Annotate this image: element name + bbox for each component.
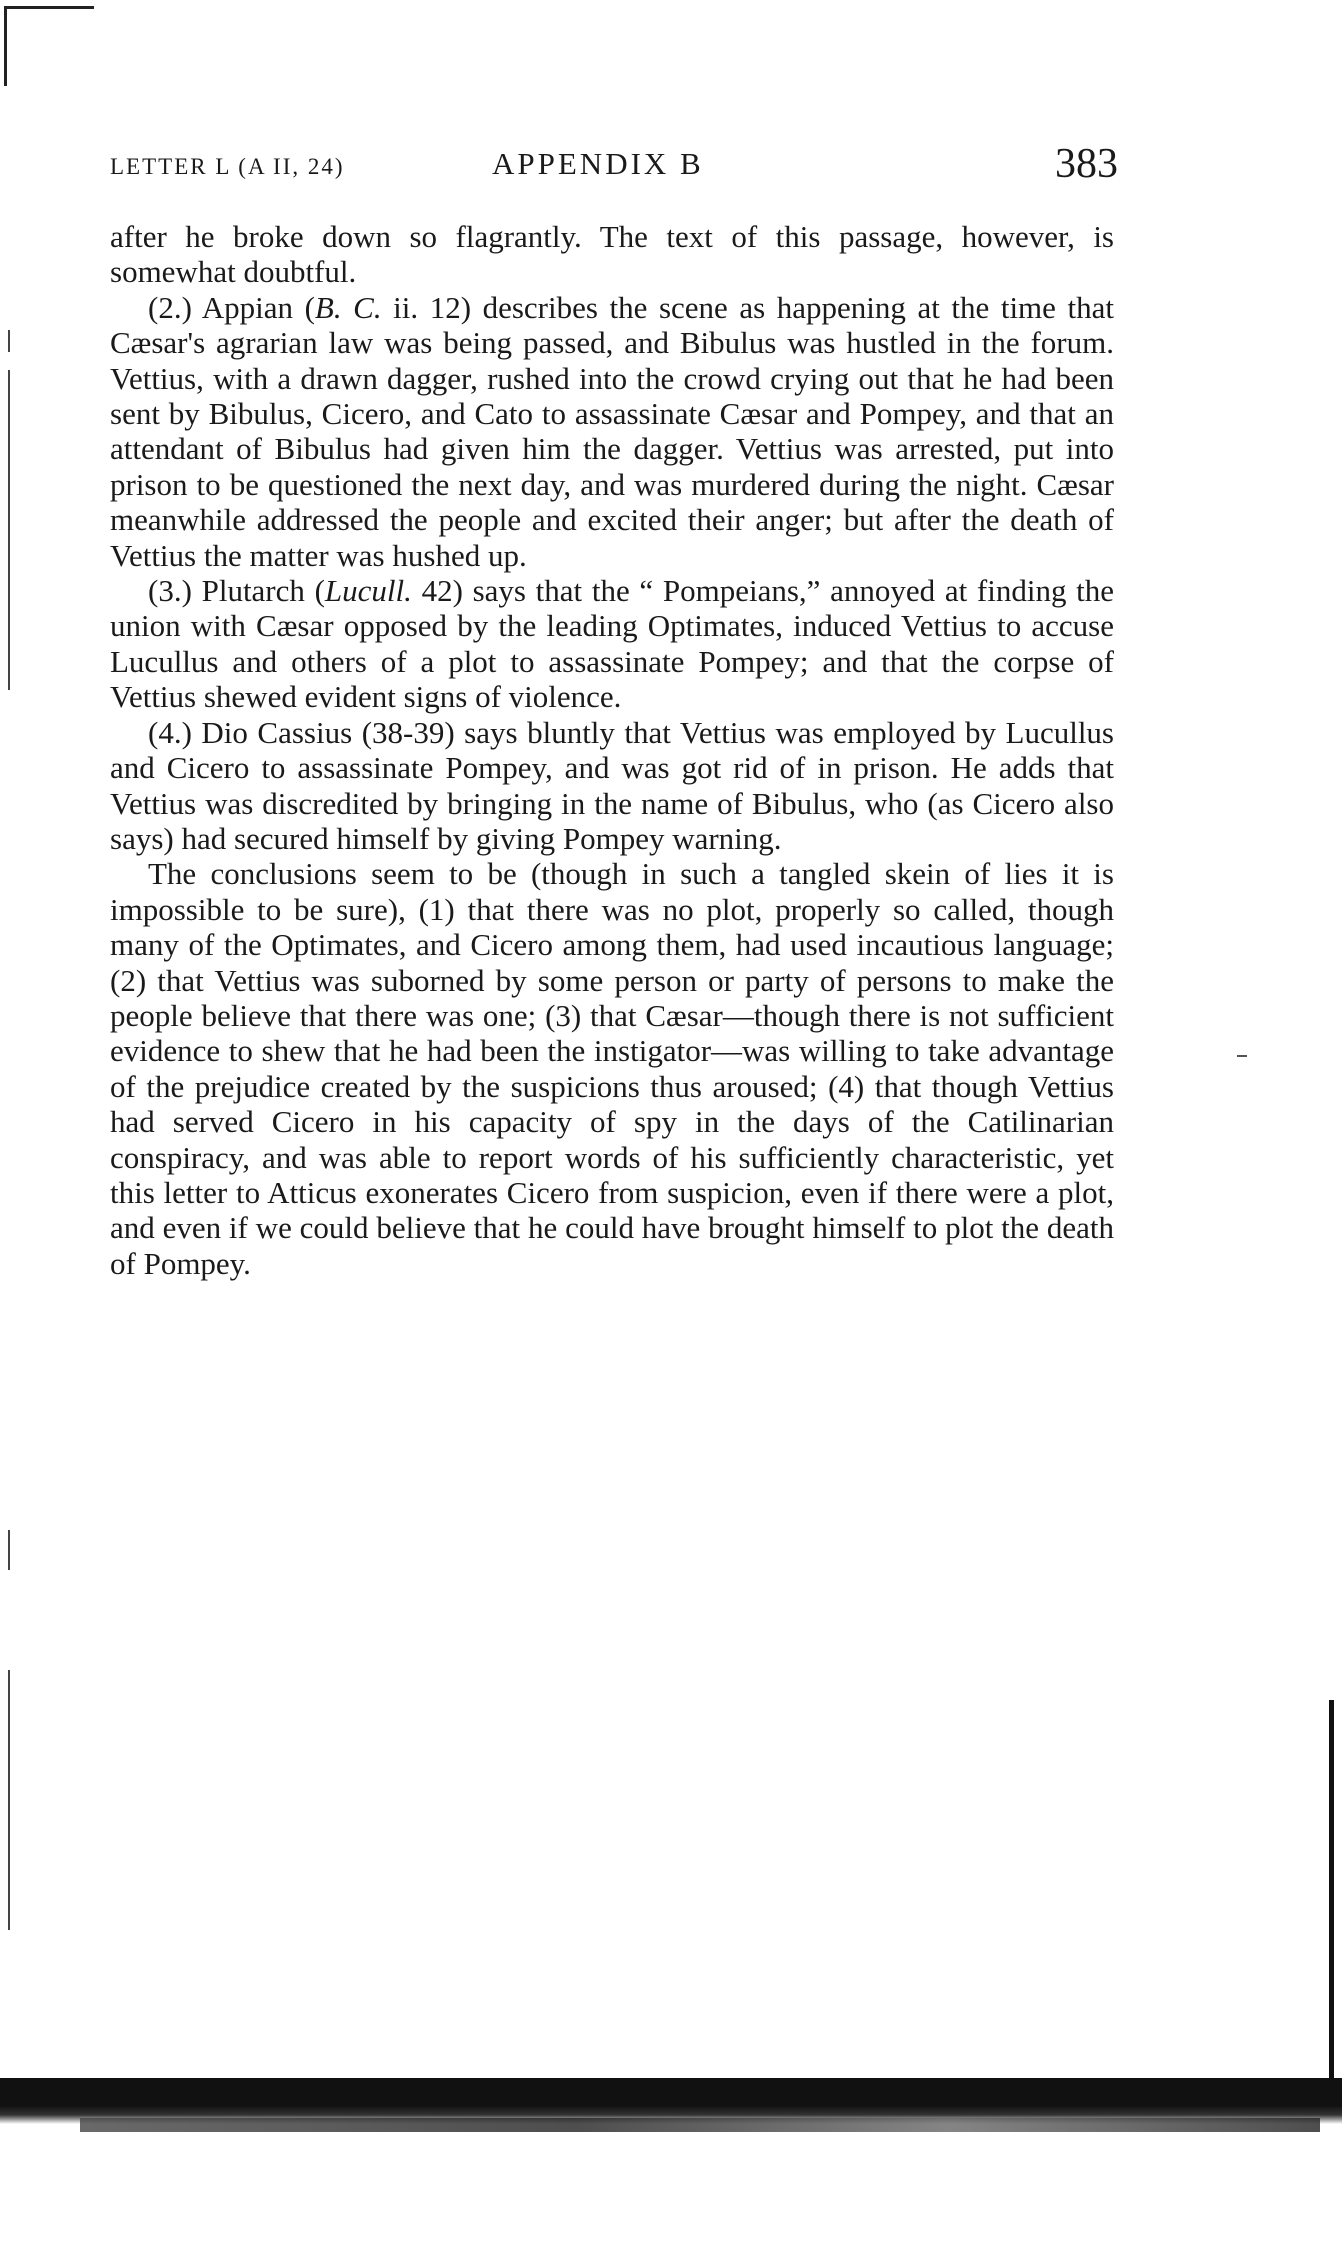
scan-edge-mark	[8, 370, 10, 690]
scan-bottom-shadow	[80, 2118, 1320, 2132]
running-head: LETTER L (A II, 24)	[110, 154, 345, 179]
paragraph-3-text: 42) says that the “ Pompeians,” annoyed at finding the union with Cæsar opposed by the leading Optimates, induced Vettius to accuse Lucullus and others of a plot to assassinate Pompey; and that the corpse of Vettius shewed evident signs of violence.	[110, 573, 1115, 715]
paragraph-4: (4.) Dio Cassius (38-39) says bluntly that Vettius was employed by Lucullus and Cicero to assassinate Pompey, and was got rid of in prison. He adds that Vettius was discredited by bringing in the name of Bibulus, who (as Cicero also says) had secured himself by giving Pompey warning.	[110, 714, 1114, 856]
paragraph-3	[110, 573, 1114, 715]
paragraph-2	[110, 290, 1114, 573]
paragraph-1: after he broke down so flagrantly. The text of this passage, however, is somewhat doubtful.	[110, 219, 1114, 290]
scan-border-top	[4, 6, 94, 9]
scan-right-edge	[1329, 1700, 1334, 2080]
paragraph-2-reference: B. C.	[314, 289, 382, 325]
paragraph-3-number: (3.) Plutarch (	[148, 573, 325, 609]
paragraph-2-number: (2.) Appian (	[148, 289, 315, 325]
page-title: APPENDIX B	[492, 146, 704, 181]
page-number: 383	[1055, 141, 1118, 187]
scan-edge-mark	[8, 1530, 10, 1570]
paragraph-3-reference: Lucull.	[324, 573, 412, 609]
scan-border-left	[4, 6, 7, 86]
scan-edge-mark	[8, 330, 10, 352]
body-text	[110, 219, 1114, 1281]
paragraph-2-text: ii. 12) describes the scene as happening at the time that Cæsar's agrarian law was being passed, and Bibulus was hustled in the forum. Vettius, with a drawn dagger, rushed into the crowd crying out that he had been sent by Bibulus, Cicero, and Cato to assassinate Cæsar and Pompey, and that an attendant of Bibulus had given him the dagger. Vettius was arrested, put into prison to be questioned the next day, and was murdered during the night. Cæsar meanwhile addressed the people and excited their anger; but after the death of Vettius the matter was hushed up.	[110, 289, 1114, 573]
margin-dash	[1237, 1055, 1247, 1057]
scan-edge-mark	[8, 1670, 10, 1930]
paragraph-5: The conclusions seem to be (though in such a tangled skein of lies it is impossible to be sure), (1) that there was no plot, properly so called, though many of the Optimates, and Cicero among them, had used incautious language; (2) that Vettius was suborned by some person or party of persons to make the people believe that there was one; (3) that Cæsar—though there is not sufficient evidence to shew that he had been the instigator—was willing to take advantage of the prejudice created by the suspicions thus aroused; (4) that though Vettius had served Cicero in his capacity of spy in the days of the Catilinarian conspiracy, and was able to report words of his sufficiently characteristic, yet this letter to Atticus exonerates Cicero from suspicion, even if there were a plot, and even if we could believe that he could have brought himself to plot the death of Pompey.	[110, 856, 1114, 1281]
page-header	[110, 140, 1118, 190]
